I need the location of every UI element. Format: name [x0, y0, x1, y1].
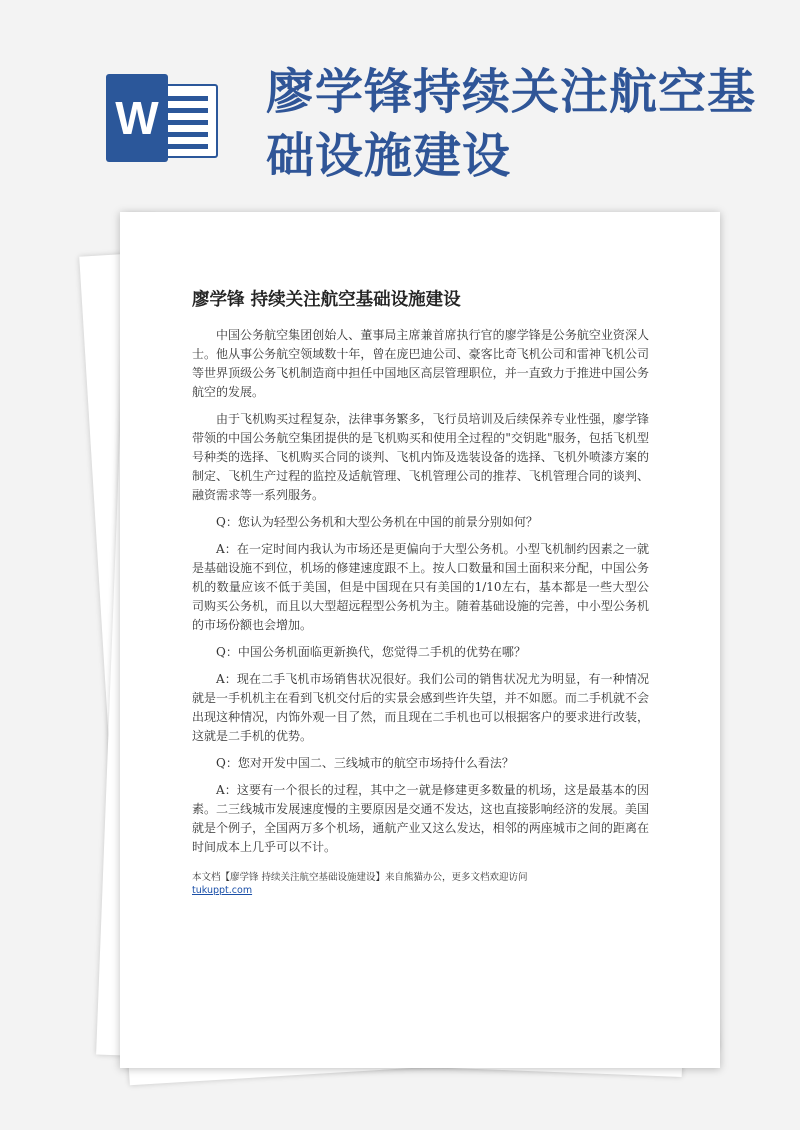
question-paragraph: Q：您对开发中国二、三线城市的航空市场持什么看法？: [216, 756, 514, 770]
question-paragraph: Q：中国公务机面临更新换代，您觉得二手机的优势在哪？: [216, 645, 526, 659]
answer-paragraph: A：这要有一个很长的过程，其中之一就是修建更多数量的机场，这是最基本的因素。二三线城市发展速度慢的主要原因是交通不发达，这也直接影响经济的发展。美国就是个例子，全国两万多个机场，通航产业又这么发达，相邻的两座城市之间的距离在时间成本上几乎可以不计。: [192, 783, 649, 854]
document-footer: [192, 871, 652, 897]
question-paragraph: Q：您认为轻型公务机和大型公务机在中国的前景分别如何？: [216, 515, 538, 529]
document-body: [192, 326, 649, 865]
header: [0, 0, 800, 220]
answer-paragraph: A：在一定时间内我认为市场还是更偏向于大型公务机。小型飞机制约因素之一就是基础设施不到位，机场的修建速度跟不上。按人口数量和国土面积来分配，中国公务机的数量应该不低于美国，但是中国现在只有美国的1/10左右，基本都是一些大型公司购买公务机，而且以大型超远程型公务机为主。随着基础设施的完善，中小型公务机的市场份额也会增加。: [192, 542, 649, 632]
footer-text: 本文档【廖学锋 持续关注航空基础设施建设】来自熊猫办公，更多文档欢迎访问: [192, 872, 528, 883]
document-title: 廖学锋 持续关注航空基础设施建设: [192, 290, 461, 310]
answer-paragraph: A：现在二手飞机市场销售状况很好。我们公司的销售状况尤为明显，有一种情况就是一手机机主在看到飞机交付后的实景会感到些许失望，并不如愿。而二手机就不会出现这种情况，内饰外观一目了然，而且现在二手机也可以根据客户的要求进行改装，这就是二手机的优势。: [192, 672, 649, 743]
word-document-icon: [106, 74, 218, 162]
page-title: 廖学锋持续关注航空基础设施建设: [266, 64, 757, 184]
document-page: [120, 212, 720, 1068]
footer-link[interactable]: tukuppt.com: [192, 885, 253, 896]
paragraph: 由于飞机购买过程复杂，法律事务繁多，飞行员培训及后续保养专业性强，廖学锋带领的中国公务航空集团提供的是飞机购买和使用全过程的"交钥匙"服务，包括飞机型号种类的选择、飞机购买合同的谈判、飞机内饰及选装设备的选择、飞机外喷漆方案的制定、飞机生产过程的监控及适航管理、飞机管理公司的推荐、飞机管理合同的谈判、融资需求等一系列服务。: [192, 412, 649, 502]
word-logo-letter: W: [106, 74, 168, 162]
paragraph: 中国公务航空集团创始人、董事局主席兼首席执行官的廖学锋是公务航空业资深人士。他从事公务航空领域数十年，曾在庞巴迪公司、豪客比奇飞机公司和雷神飞机公司等世界顶级公务飞机制造商中担任中国地区高层管理职位，并一直致力于推进中国公务航空的发展。: [192, 328, 649, 399]
